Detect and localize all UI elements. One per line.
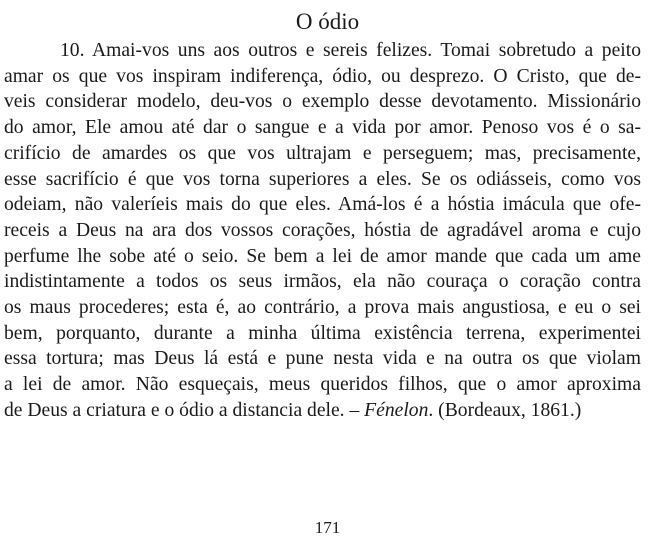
last-line-text: de Deus a criatura e o ódio a distancia dele. – [4, 399, 365, 421]
paragraph-line: essa tortura; mas Deus lá está e pune nesta vida e na outra os que violam [4, 348, 641, 370]
paragraph-line: odeiam, não valeríeis mais do que eles. Amá-los é a hóstia imácula que ofe- [4, 194, 641, 216]
paragraph-line: 10. Amai-vos uns aos outros e sereis felizes. Tomai sobretudo a peito [60, 40, 641, 61]
paragraph-line: esse sacrifício é que vos torna superiores a eles. Se os odiásseis, como vos [4, 168, 641, 190]
page-number: 171 [314, 518, 341, 537]
paragraph-line: bem, porquanto, durante a minha última existência terrena, experimentei [4, 322, 641, 344]
paragraph-line: crifício de amardes os que vos ultrajam e perseguem; mas, precisamente, [4, 142, 641, 164]
paragraph-line: a lei de amor. Não esqueçais, meus queridos filhos, que o amor aproxima [4, 374, 641, 396]
paragraph-line: os maus procederes; esta é, ao contrário, a prova mais angustiosa, e eu o sei [4, 297, 641, 319]
paragraph-line: receis a Deus na ara dos vossos corações, hóstia de agradável aroma e cujo [4, 219, 641, 241]
attribution-text: . (Bordeaux, 1861.) [428, 399, 582, 421]
paragraph-line: do amor, Ele amou até dar o sangue e a vida por amor. Penoso vos é o sa- [4, 117, 641, 139]
chapter-title: O ódio [295, 9, 360, 34]
paragraph-line: perfume lhe sobe até o seio. Se bem a lei de amor mande que cada um ame [4, 245, 641, 267]
paragraph-last-line [4, 398, 641, 424]
paragraph-line: indistintamente a todos os seus irmãos, ela não couraça o coração contra [4, 271, 641, 293]
paragraph-line: veis considerar modelo, deu-vos o exemplo desse devotamento. Missionário [4, 91, 641, 113]
body-paragraph [4, 38, 641, 424]
paragraph-line: amar os que vos inspiram indiferença, ódio, ou desprezo. O Cristo, que de- [4, 65, 641, 87]
author-name: Fénelon [364, 399, 429, 421]
